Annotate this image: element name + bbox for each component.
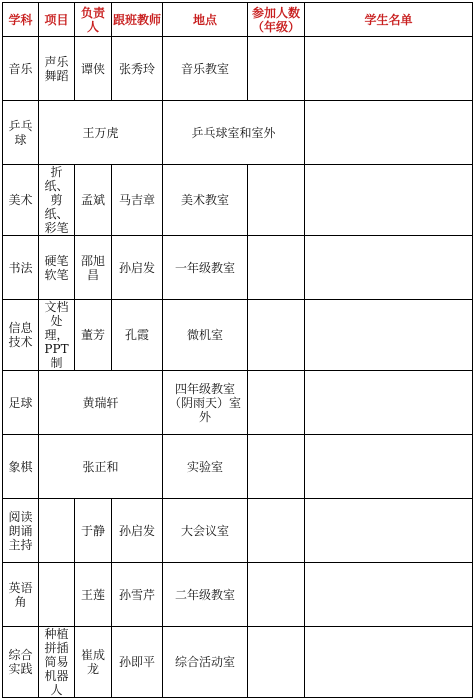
header-students: 学生名单 <box>305 3 473 37</box>
header-project: 项目 <box>39 3 75 37</box>
table-row <box>3 300 473 371</box>
participants-cell <box>248 371 305 435</box>
participants-cell <box>248 435 305 499</box>
location-cell: 大会议室 <box>163 499 248 563</box>
location-cell: 一年级教室 <box>163 236 248 300</box>
participants-cell <box>248 37 305 101</box>
students-cell <box>305 371 473 435</box>
project-cell: 折纸、剪纸、彩笔 <box>39 165 75 236</box>
person-cell: 王万虎 <box>39 101 163 165</box>
table-row <box>3 499 473 563</box>
students-cell <box>305 300 473 371</box>
students-cell <box>305 101 473 165</box>
table-row <box>3 101 473 165</box>
subject-cell: 乒乓球 <box>3 101 39 165</box>
participants-cell <box>248 627 305 698</box>
leader-cell: 董芳 <box>75 300 112 371</box>
header-teacher: 跟班教师 <box>112 3 163 37</box>
students-cell <box>305 499 473 563</box>
leader-cell: 崔成龙 <box>75 627 112 698</box>
students-cell <box>305 37 473 101</box>
location-cell: 微机室 <box>163 300 248 371</box>
subject-cell: 书法 <box>3 236 39 300</box>
table-row <box>3 236 473 300</box>
students-cell <box>305 563 473 627</box>
location-cell: 四年级教室（阴雨天）室外 <box>163 371 248 435</box>
teacher-cell: 孔霞 <box>112 300 163 371</box>
location-cell: 实验室 <box>163 435 248 499</box>
table-row <box>3 435 473 499</box>
participants-cell <box>248 165 305 236</box>
location-cell: 美术教室 <box>163 165 248 236</box>
teacher-cell: 张秀玲 <box>112 37 163 101</box>
person-cell: 黄瑞轩 <box>39 371 163 435</box>
table-row <box>3 371 473 435</box>
table-row <box>3 37 473 101</box>
teacher-cell: 孙启发 <box>112 236 163 300</box>
teacher-cell: 孙启发 <box>112 499 163 563</box>
header-location: 地点 <box>163 3 248 37</box>
location-cell: 综合活动室 <box>163 627 248 698</box>
header-subject: 学科 <box>3 3 39 37</box>
header-leader: 负责人 <box>75 3 112 37</box>
project-cell: 硬笔软笔 <box>39 236 75 300</box>
participants-cell <box>248 236 305 300</box>
participants-cell <box>248 300 305 371</box>
subject-cell: 信息技术 <box>3 300 39 371</box>
project-cell: 声乐舞蹈 <box>39 37 75 101</box>
location-cell: 二年级教室 <box>163 563 248 627</box>
project-cell <box>39 499 75 563</box>
participants-cell <box>248 499 305 563</box>
project-cell <box>39 563 75 627</box>
teacher-cell: 马吉章 <box>112 165 163 236</box>
students-cell <box>305 236 473 300</box>
students-cell <box>305 627 473 698</box>
leader-cell: 邵旭昌 <box>75 236 112 300</box>
subject-cell: 英语角 <box>3 563 39 627</box>
subject-cell: 美术 <box>3 165 39 236</box>
subject-cell: 音乐 <box>3 37 39 101</box>
table-row <box>3 627 473 698</box>
leader-cell: 孟斌 <box>75 165 112 236</box>
subject-cell: 阅读朗诵主持 <box>3 499 39 563</box>
subject-cell: 象棋 <box>3 435 39 499</box>
location-cell: 乒乓球室和室外 <box>163 101 305 165</box>
header-row <box>3 3 473 37</box>
person-cell: 张正和 <box>39 435 163 499</box>
schedule-table <box>2 2 473 698</box>
subject-cell: 综合实践 <box>3 627 39 698</box>
leader-cell: 于静 <box>75 499 112 563</box>
table-row <box>3 563 473 627</box>
location-cell: 音乐教室 <box>163 37 248 101</box>
subject-cell: 足球 <box>3 371 39 435</box>
project-cell: 种植拼插简易机器人 <box>39 627 75 698</box>
project-cell: 文档处理，PPT制 <box>39 300 75 371</box>
leader-cell: 谭侠 <box>75 37 112 101</box>
participants-cell <box>248 563 305 627</box>
table-row <box>3 165 473 236</box>
teacher-cell: 孙雪芹 <box>112 563 163 627</box>
header-participants: 参加人数（年级） <box>248 3 305 37</box>
teacher-cell: 孙即平 <box>112 627 163 698</box>
students-cell <box>305 435 473 499</box>
leader-cell: 王莲 <box>75 563 112 627</box>
students-cell <box>305 165 473 236</box>
